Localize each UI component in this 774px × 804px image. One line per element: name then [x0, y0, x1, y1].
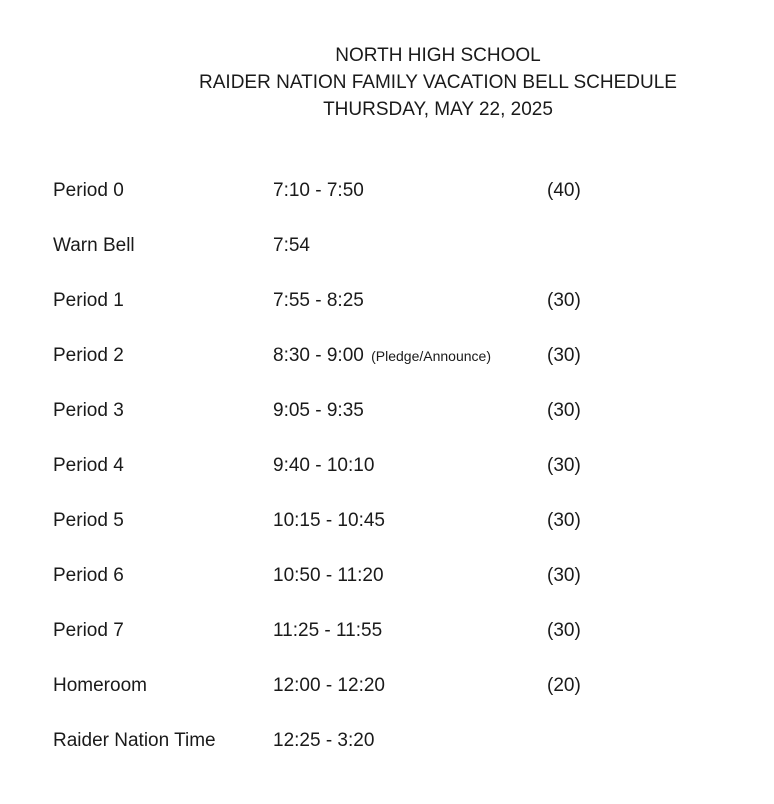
schedule-row-warn-bell: [53, 232, 753, 287]
period-duration: (30): [547, 620, 581, 641]
schedule-date: THURSDAY, MAY 22, 2025: [323, 99, 553, 120]
period-time: 7:55 - 8:25: [273, 290, 364, 311]
period-duration: (20): [547, 675, 581, 696]
schedule-row-period-7: [53, 617, 753, 672]
period-duration: (30): [547, 290, 581, 311]
schedule-title: RAIDER NATION FAMILY VACATION BELL SCHEDULE: [199, 72, 677, 93]
schedule-row-period-5: [53, 507, 753, 562]
period-duration: (30): [547, 400, 581, 421]
period-time: 12:00 - 12:20: [273, 675, 385, 696]
schedule-row-period-0: [53, 177, 753, 232]
period-name: Period 5: [53, 510, 124, 531]
bell-schedule: [53, 177, 753, 782]
period-name: Period 6: [53, 565, 124, 586]
schedule-row-raider-nation-time: [53, 727, 753, 782]
period-name: Period 2: [53, 345, 124, 366]
period-time: 7:54: [273, 235, 310, 256]
period-name: Period 4: [53, 455, 124, 476]
period-time: 11:25 - 11:55: [273, 620, 383, 641]
schedule-row-period-3: [53, 397, 753, 452]
schedule-row-homeroom: [53, 672, 753, 727]
schedule-row-period-1: [53, 287, 753, 342]
period-time: 9:05 - 9:35: [273, 400, 364, 421]
period-name: Period 7: [53, 620, 124, 641]
schedule-row-period-6: [53, 562, 753, 617]
schedule-row-period-2: [53, 342, 753, 397]
period-duration: (30): [547, 455, 581, 476]
period-name: Raider Nation Time: [53, 730, 216, 751]
period-name: Warn Bell: [53, 235, 135, 256]
period-time: 12:25 - 3:20: [273, 730, 375, 751]
period-duration: (30): [547, 510, 581, 531]
period-time-with-note: [273, 342, 491, 370]
period-time: 10:50 - 11:20: [273, 565, 384, 586]
school-name: NORTH HIGH SCHOOL: [335, 45, 541, 66]
period-name: Period 0: [53, 180, 124, 201]
document-header: [0, 42, 774, 123]
schedule-row-period-4: [53, 452, 753, 507]
period-time: 9:40 - 10:10: [273, 455, 375, 476]
period-time: 8:30 - 9:00: [273, 345, 364, 366]
period-name: Period 1: [53, 290, 124, 311]
period-duration: (30): [547, 565, 581, 586]
period-note: (Pledge/Announce): [371, 348, 491, 364]
period-time: 7:10 - 7:50: [273, 180, 364, 201]
period-name: Homeroom: [53, 675, 147, 696]
period-time: 10:15 - 10:45: [273, 510, 385, 531]
period-duration: (30): [547, 345, 581, 366]
period-name: Period 3: [53, 400, 124, 421]
period-duration: (40): [547, 180, 581, 201]
